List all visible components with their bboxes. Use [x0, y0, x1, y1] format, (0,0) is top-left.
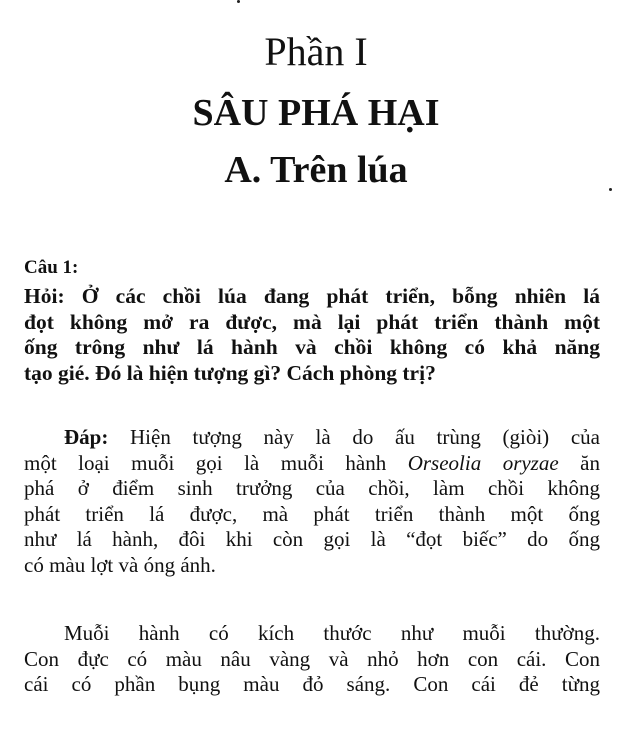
section-title: SÂU PHÁ HẠI — [192, 92, 440, 134]
question-line: đọt không mở ra được, mà lại phát triển thành một — [24, 309, 600, 334]
answer-paragraph — [24, 425, 600, 578]
question-line: ống trông như lá hành và chồi không có khả năng — [24, 335, 600, 359]
part-heading: Phần I — [264, 29, 368, 74]
question-line: tạo gié. Đó là hiện tượng gì? Cách phòng trị? — [24, 360, 436, 385]
question-text — [24, 284, 600, 386]
question-number: Câu 1: — [24, 257, 79, 278]
answer-line — [24, 451, 600, 477]
section-subtitle: A. Trên lúa — [224, 149, 408, 191]
answer-text: một loại muỗi gọi là muỗi hành — [24, 450, 408, 475]
answer-label: Đáp: — [64, 425, 109, 449]
answer-line: có màu lợt và óng ánh. — [24, 552, 216, 577]
scan-speck — [237, 0, 240, 3]
answer-line: phá ở điểm sinh trưởng của chồi, làm chồi không — [24, 476, 600, 500]
answer-line: phát triển lá được, mà phát triển thành một ống — [24, 501, 600, 526]
question-line: Hỏi: Ở các chồi lúa đang phát triển, bỗng nhiên lá — [24, 284, 600, 308]
body-paragraph — [24, 621, 600, 698]
answer-line: như lá hành, đôi khi còn gọi là “đọt biếc” do ống — [24, 527, 600, 551]
answer-text: ăn — [558, 450, 600, 475]
body-line: cái có phần bụng màu đỏ sáng. Con cái đẻ từng — [24, 672, 600, 696]
body-line: Muỗi hành có kích thước như muỗi thường. — [64, 621, 600, 645]
answer-line — [24, 425, 600, 451]
answer-text: Hiện tượng này là do ấu trùng (giòi) của — [108, 425, 600, 449]
body-line: Con đực có màu nâu vàng và nhỏ hơn con cái. Con — [24, 646, 600, 671]
species-name: Orseolia oryzae — [407, 450, 559, 475]
